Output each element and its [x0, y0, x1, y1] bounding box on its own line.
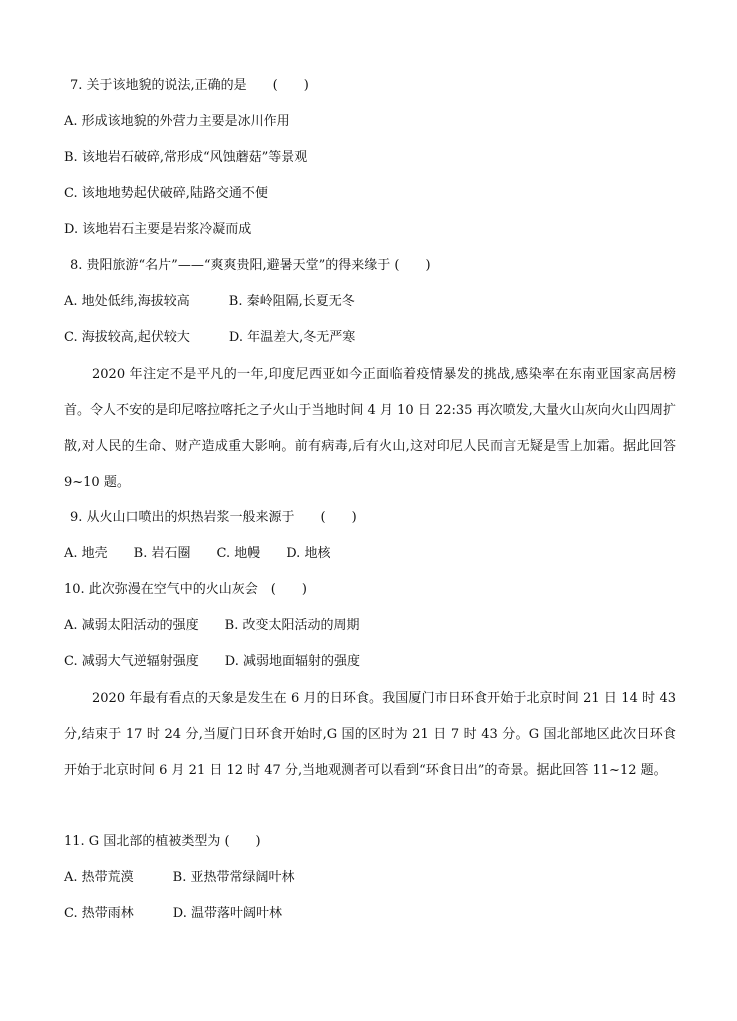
question-7-stem: 7. 关于该地貌的说法,正确的是 ( ): [70, 78, 309, 93]
question-8-options-cd: C. 海拔较高,起伏较大 D. 年温差大,冬无严寒: [64, 330, 356, 345]
question-8-options-ab: A. 地处低纬,海拔较高 B. 秦岭阻隔,长夏无冬: [64, 294, 355, 309]
question-11-options-cd: C. 热带雨林 D. 温带落叶阔叶林: [64, 906, 282, 921]
question-7-option-d: D. 该地岩石主要是岩浆冷凝而成: [64, 222, 252, 237]
question-8-stem: 8. 贵阳旅游“名片”——“爽爽贵阳,避暑天堂”的得来缘于 ( ): [70, 258, 431, 273]
question-10-options-ab: A. 减弱太阳活动的强度 B. 改变太阳活动的周期: [64, 618, 360, 633]
reading-passage-1: 2020 年注定不是平凡的一年,印度尼西亚如今正面临着疫情暴发的挑战,感染率在东南亚国家高居榜首。令人不安的是印尼喀拉喀托之子火山于当地时间 4 月 10 日 22:35 再次喷发,大量火山灰向火山四周扩散,对人民的生命、财产造成重大影响。前有病毒,后有火山,这对印尼人民而言无疑是雪上加霜。据此回答 9~10 题。: [64, 367, 676, 490]
question-9-stem: 9. 从火山口喷出的炽热岩浆一般来源于 ( ): [70, 510, 357, 525]
reading-passage-2: 2020 年最有看点的天象是发生在 6 月的日环食。我国厦门市日环食开始于北京时间 21 日 14 时 43 分,结束于 17 时 24 分,当厦门日环食开始时,G 国的区时为 21 日 7 时 43 分。G 国北部地区此次日环食开始于北京时间 6 月 21 日 12 时 47 分,当地观测者可以看到“环食日出”的奇景。据此回答 11~12 题。: [64, 691, 676, 778]
question-7-option-a: A. 形成该地貌的外营力主要是冰川作用: [64, 114, 290, 129]
question-11-stem: 11. G 国北部的植被类型为 ( ): [64, 834, 261, 849]
question-11-options-ab: A. 热带荒漠 B. 亚热带常绿阔叶林: [64, 870, 295, 885]
question-10-stem: 10. 此次弥漫在空气中的火山灰会 ( ): [64, 582, 307, 597]
question-9-options: A. 地壳 B. 岩石圈 C. 地幔 D. 地核: [64, 546, 331, 561]
question-7-option-c: C. 该地地势起伏破碎,陆路交通不便: [64, 186, 268, 201]
question-10-options-cd: C. 减弱大气逆辐射强度 D. 减弱地面辐射的强度: [64, 654, 360, 669]
question-7-option-b: B. 该地岩石破碎,常形成“风蚀蘑菇”等景观: [64, 150, 308, 165]
